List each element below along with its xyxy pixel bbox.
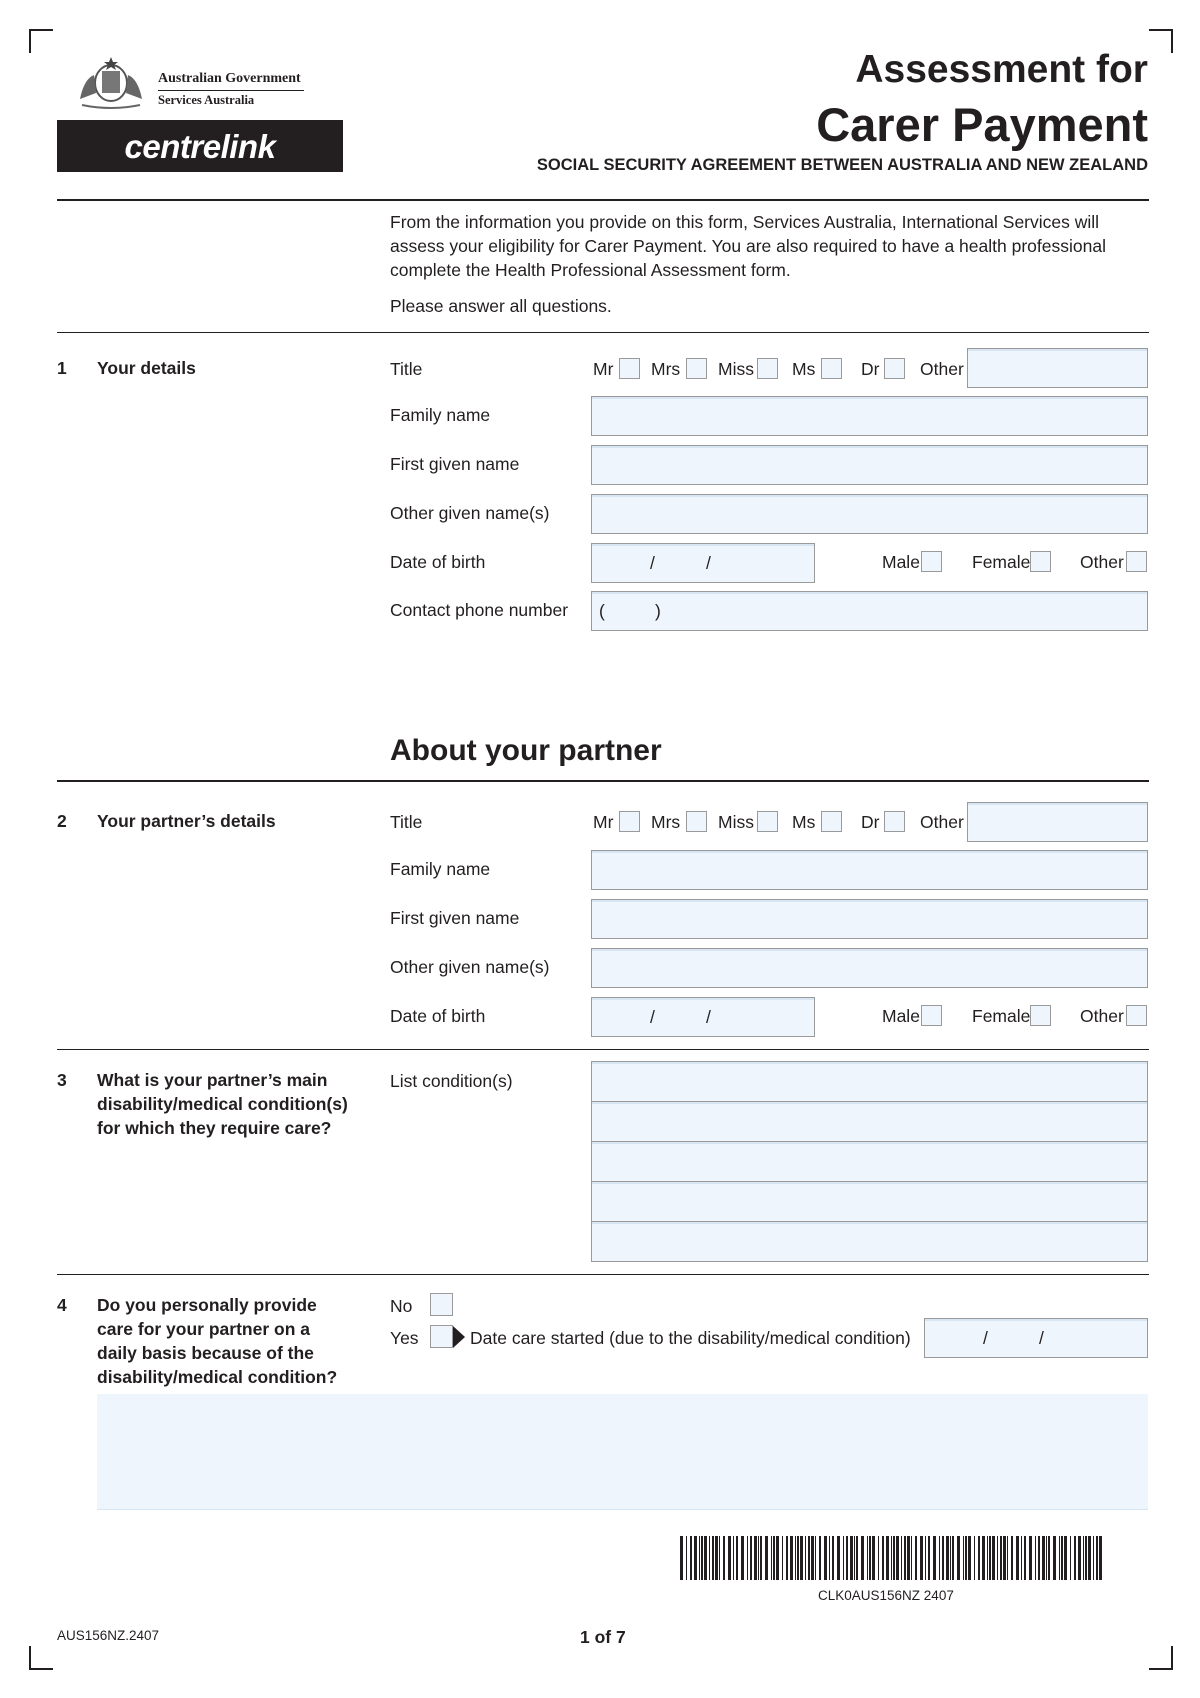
q2-title-other-label: Other [920,812,964,832]
office-use-shaded-panel [97,1394,1148,1510]
q2-male-label: Male [882,1006,920,1026]
q1-phone-open-paren: ( [599,601,605,621]
q4-no-label: No [390,1296,413,1316]
q1-dob-label: Date of birth [390,552,486,572]
q1-family-name-input[interactable] [591,396,1148,436]
q1-title-dr-label: Dr [861,359,880,379]
barcode-bar [754,1536,757,1580]
barcode-bar [797,1536,799,1580]
barcode-bar [741,1536,744,1580]
divider-q4 [57,1274,1149,1275]
q1-title-other-label: Other [920,359,964,379]
barcode-bar [1029,1536,1032,1580]
barcode-bar [1074,1536,1076,1580]
barcode-bar [886,1536,889,1580]
barcode-bar [699,1536,700,1580]
q3-condition-line-2[interactable] [591,1101,1148,1142]
barcode-bar [686,1536,687,1580]
q2-title-ms-label: Ms [792,812,816,832]
q2-dob-input[interactable] [591,997,815,1037]
q1-first-given-name-label: First given name [390,454,520,474]
q2-other-given-names-input[interactable] [591,948,1148,988]
government-name [158,71,304,108]
barcode-bar [815,1536,816,1580]
government-name-line2: Services Australia [158,93,255,107]
q1-title-miss-label: Miss [718,359,754,379]
barcode-bar [915,1536,917,1580]
q1-phone-label: Contact phone number [390,600,569,620]
barcode-bar [928,1536,930,1580]
barcode-bar [1024,1536,1026,1580]
barcode-bar [982,1536,985,1580]
q1-dob-separator-2: / [706,553,711,573]
barcode-bar [925,1536,926,1580]
government-crest [72,55,150,111]
barcode-bar [952,1536,954,1580]
barcode-bar [974,1536,975,1580]
barcode-bar [819,1536,821,1580]
partner-heading-divider [57,780,1149,782]
barcode-bar [805,1536,806,1580]
barcode-bar [1078,1536,1081,1580]
barcode-bar [1085,1536,1087,1580]
partner-section-heading: About your partner [390,734,662,767]
barcode-bar [690,1536,692,1580]
q2-other-given-names-label: Other given name(s) [390,957,550,977]
barcode-bar [1053,1536,1056,1580]
barcode-bar [861,1536,864,1580]
barcode-bar [907,1536,910,1580]
q4-title: Do you personally provide care for your partner on a daily basis because of the disability/medical condition? [97,1295,338,1387]
q2-male-checkbox[interactable] [921,1005,942,1026]
barcode-bar [891,1536,892,1580]
q1-other-gender-checkbox[interactable] [1126,551,1147,572]
barcode-bar [997,1536,998,1580]
barcode-bar [1070,1536,1071,1580]
barcode-bar [750,1536,752,1580]
q1-title-miss-checkbox[interactable] [757,358,778,379]
barcode-bar [680,1536,683,1580]
q3-condition-line-4[interactable] [591,1181,1148,1222]
q1-title-mr-checkbox[interactable] [619,358,640,379]
q2-title-mrs-label: Mrs [651,812,681,832]
barcode-bar [1059,1536,1060,1580]
form-code: AUS156NZ.2407 [57,1628,160,1643]
barcode-bar [882,1536,884,1580]
q1-title-mrs-checkbox[interactable] [686,358,707,379]
barcode-bar [829,1536,830,1580]
barcode-bar [968,1536,971,1580]
barcode-bar [771,1536,772,1580]
q1-female-checkbox[interactable] [1030,551,1051,572]
q2-other-gender-label: Other [1080,1006,1124,1026]
q1-title-other-input[interactable] [967,348,1148,388]
q4-no-checkbox[interactable] [430,1293,453,1316]
q1-other-gender-label: Other [1080,552,1124,572]
barcode-bar [893,1536,895,1580]
q2-title-ms-checkbox[interactable] [821,811,842,832]
barcode-bar [701,1536,703,1580]
barcode-bar [1048,1536,1050,1580]
barcode-bar [1007,1536,1008,1580]
q1-family-name-label: Family name [390,405,491,425]
q1-dob-input[interactable] [591,543,815,583]
intro-instruction: Please answer all questions. [390,296,612,316]
barcode-bar [872,1536,875,1580]
crop-mark-top-right [1149,29,1173,53]
barcode-bar [1096,1536,1098,1580]
q2-title-other-input[interactable] [967,802,1148,842]
barcode-bar [824,1536,827,1580]
q2-female-checkbox[interactable] [1030,1005,1051,1026]
page-number: 1 of 7 [580,1627,626,1647]
barcode-bar [715,1536,718,1580]
barcode-bar [942,1536,944,1580]
barcode-bar [854,1536,855,1580]
q1-female-label: Female [972,552,1031,572]
centrelink-brand-text: centrelink [124,128,276,165]
q2-title-mrs-checkbox[interactable] [686,811,707,832]
barcode-bar [992,1536,995,1580]
barcode-bar [1038,1536,1040,1580]
barcode-bar [950,1536,951,1580]
barcode-bar [904,1536,906,1580]
barcode-bar [1099,1536,1102,1580]
crop-mark-bottom-left [29,1646,53,1670]
barcode-bar [946,1536,949,1580]
q1-dob-separator-1: / [650,553,655,573]
barcode-bar [1064,1536,1067,1580]
divider-q1 [57,332,1149,333]
intro-paragraph: From the information you provide on this form, Services Australia, International Services will assess your eligibility for Carer Payment. You are also required to have a health professional complete the Health Professional Assessment form. [390,212,1106,280]
q2-family-name-input[interactable] [591,850,1148,890]
barcode-bar [709,1536,710,1580]
barcode-bar [1016,1536,1019,1580]
barcode-bar [694,1536,697,1580]
barcode-bar [878,1536,879,1580]
q3-conditions-label: List condition(s) [390,1071,513,1091]
q2-title-miss-checkbox[interactable] [757,811,778,832]
barcode-bar [1003,1536,1006,1580]
barcode-bar [758,1536,759,1580]
q4-date-started-input[interactable] [924,1318,1148,1358]
barcode-bar [782,1536,783,1580]
q1-title-mrs-label: Mrs [651,359,681,379]
q1-male-checkbox[interactable] [921,551,942,572]
q4-date-label: Date care started (due to the disability/medical condition) [470,1328,911,1348]
barcode-bar [978,1536,980,1580]
barcode-bar [776,1536,779,1580]
q2-first-given-name-input[interactable] [591,899,1148,939]
q4-yes-checkbox[interactable] [430,1325,453,1348]
barcode-bar [765,1536,768,1580]
q1-first-given-name-input[interactable] [591,445,1148,485]
barcode-bar [790,1536,793,1580]
barcode-bar [808,1536,810,1580]
q1-other-given-names-input[interactable] [591,494,1148,534]
q2-title-mr-checkbox[interactable] [619,811,640,832]
divider-q3 [57,1049,1149,1050]
q2-other-gender-checkbox[interactable] [1126,1005,1147,1026]
arrow-right-icon [453,1326,465,1348]
q1-title-ms-checkbox[interactable] [821,358,842,379]
q1-title-label: Title [390,359,423,379]
barcode-bar [1083,1536,1084,1580]
q1-number: 1 [57,358,67,378]
barcode-bar [846,1536,848,1580]
q3-number: 3 [57,1070,67,1090]
barcode-bar [843,1536,844,1580]
q3-condition-line-5[interactable] [591,1221,1148,1262]
q2-dob-label: Date of birth [390,1006,486,1026]
barcode-bar [837,1536,840,1580]
barcode-bar [1000,1536,1002,1580]
barcode-bar [939,1536,940,1580]
barcode-bar [795,1536,796,1580]
q2-dob-separator-1: / [650,1007,655,1027]
barcode-bar [712,1536,714,1580]
barcode-bar [704,1536,707,1580]
barcode-bar [867,1536,868,1580]
barcode-bar [963,1536,964,1580]
barcode-bar [728,1536,731,1580]
q2-family-name-label: Family name [390,859,491,879]
header-divider [57,199,1149,201]
barcode-bar [786,1536,788,1580]
q1-title-dr-checkbox[interactable] [884,358,905,379]
barcode-bar [896,1536,899,1580]
barcode [680,1536,1102,1580]
q2-title-label: Title [390,812,423,832]
q4-yes-label: Yes [390,1328,419,1348]
form-title-line1: Assessment for [855,48,1148,91]
q4-date-separator-1: / [983,1328,988,1348]
barcode-bar [920,1536,923,1580]
q2-title-miss-label: Miss [718,812,754,832]
barcode-bar [736,1536,738,1580]
barcode-bar [800,1536,803,1580]
barcode-bar [760,1536,762,1580]
q2-title-dr-label: Dr [861,812,880,832]
q1-title-ms-label: Ms [792,359,816,379]
q2-title-dr-checkbox[interactable] [884,811,905,832]
q2-dob-separator-2: / [706,1007,711,1027]
q2-number: 2 [57,811,67,831]
barcode-bar [1093,1536,1094,1580]
q3-condition-line-3[interactable] [591,1141,1148,1182]
form-title-line2: Carer Payment [816,98,1148,151]
barcode-bar [987,1536,988,1580]
barcode-bar [901,1536,902,1580]
barcode-bar [1021,1536,1022,1580]
crop-mark-top-left [29,29,53,53]
q4-number: 4 [57,1295,67,1315]
q1-title-mr-label: Mr [593,359,614,379]
government-name-line1: Australian Government [158,71,301,86]
barcode-bar [1046,1536,1047,1580]
barcode-bar [1088,1536,1091,1580]
centrelink-brand-bar [57,120,343,172]
q3-title: What is your partner’s main disability/medical condition(s) for which they require care? [97,1070,348,1138]
q1-phone-input[interactable] [591,591,1148,631]
q2-title-mr-label: Mr [593,812,614,832]
q4-date-separator-2: / [1039,1328,1044,1348]
barcode-bar [723,1536,725,1580]
barcode-bar [1035,1536,1036,1580]
barcode-bar [719,1536,720,1580]
q1-male-label: Male [882,552,920,572]
q3-condition-line-1[interactable] [591,1061,1148,1102]
barcode-bar [957,1536,960,1580]
barcode-bar [989,1536,991,1580]
q2-title: Your partner’s details [97,811,276,831]
crop-mark-bottom-right [1149,1646,1173,1670]
barcode-bar [811,1536,814,1580]
barcode-bar [850,1536,853,1580]
q2-first-given-name-label: First given name [390,908,520,928]
barcode-bar [911,1536,912,1580]
barcode-bar [747,1536,748,1580]
barcode-bar [1011,1536,1013,1580]
barcode-text: CLK0AUS156NZ 2407 [818,1588,954,1603]
q1-other-given-names-label: Other given name(s) [390,503,550,523]
q1-phone-close-paren: ) [655,601,661,621]
barcode-bar [933,1536,936,1580]
q2-female-label: Female [972,1006,1031,1026]
barcode-bar [1061,1536,1063,1580]
barcode-bar [773,1536,775,1580]
form-subtitle: SOCIAL SECURITY AGREEMENT BETWEEN AUSTRALIA AND NEW ZEALAND [536,156,1148,174]
barcode-bar [733,1536,734,1580]
barcode-bar [869,1536,871,1580]
barcode-bar [856,1536,858,1580]
barcode-bar [832,1536,834,1580]
barcode-bar [965,1536,967,1580]
barcode-bar [1042,1536,1045,1580]
q1-title: Your details [97,358,196,378]
